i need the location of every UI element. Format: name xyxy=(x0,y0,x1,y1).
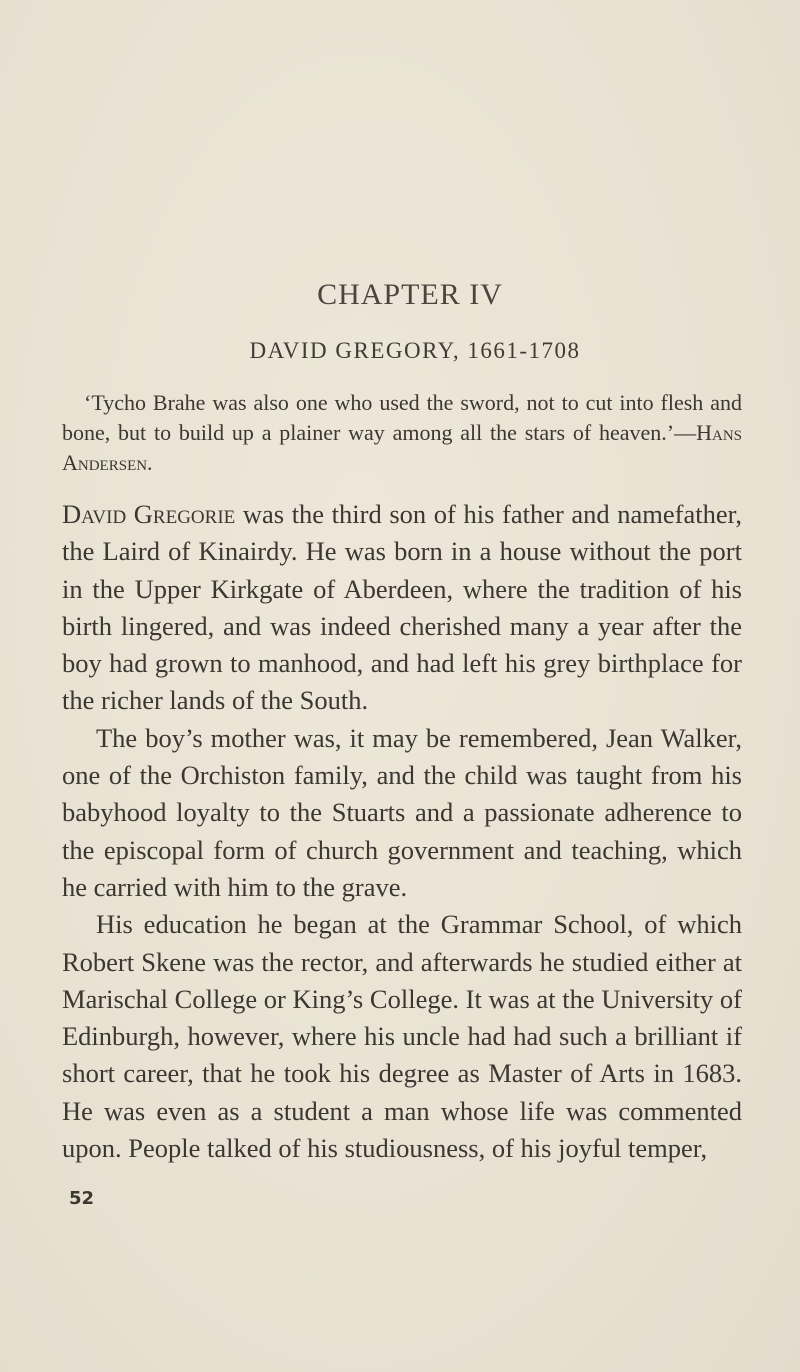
page-number: 52 xyxy=(69,1188,95,1209)
epigraph-attribution: Hans Andersen. xyxy=(62,420,742,475)
paragraph-3: His education he began at the Grammar School, of which Robert Skene was the rector, and afterwards he studied either at Marischal College or King’s College. It was at the University of Edinburgh, however, where his uncle had had such a brilliant if short career, that he took his degree as Master of Arts in 1683. He was even as a student a man whose life was commented upon. People talked of his studiousness, of his joyful temper, xyxy=(62,909,742,1164)
chapter-title: CHAPTER IV xyxy=(317,278,503,311)
chapter-subtitle: DAVID GREGORY, 1661-1708 xyxy=(249,338,581,363)
epigraph xyxy=(62,388,742,478)
paragraph-1 xyxy=(62,496,742,720)
paragraph-1-text: was the third son of his father and namefather, the Laird of Kinairdy. He was born in a house without the port in the Upper Kirkgate of Aberdeen, where the tradition of his birth lingered, and was indeed cherished many a year after the boy had grown to manhood, and had left his grey birthplace for the richer lands of the South. xyxy=(62,499,742,716)
epigraph-text: ‘Tycho Brahe was also one who used the sword, not to cut into flesh and bone, but to build up a plainer way among all the stars of heaven.’— xyxy=(62,390,742,445)
paragraph-lead: David Gregorie xyxy=(62,499,236,529)
body-text xyxy=(62,496,742,1167)
paragraph-2: The boy’s mother was, it may be remembered, Jean Walker, one of the Orchiston family, and the child was taught from his babyhood loyalty to the Stuarts and a passionate adherence to the episcopal form of church government and teaching, which he carried with him to the grave. xyxy=(62,722,742,902)
